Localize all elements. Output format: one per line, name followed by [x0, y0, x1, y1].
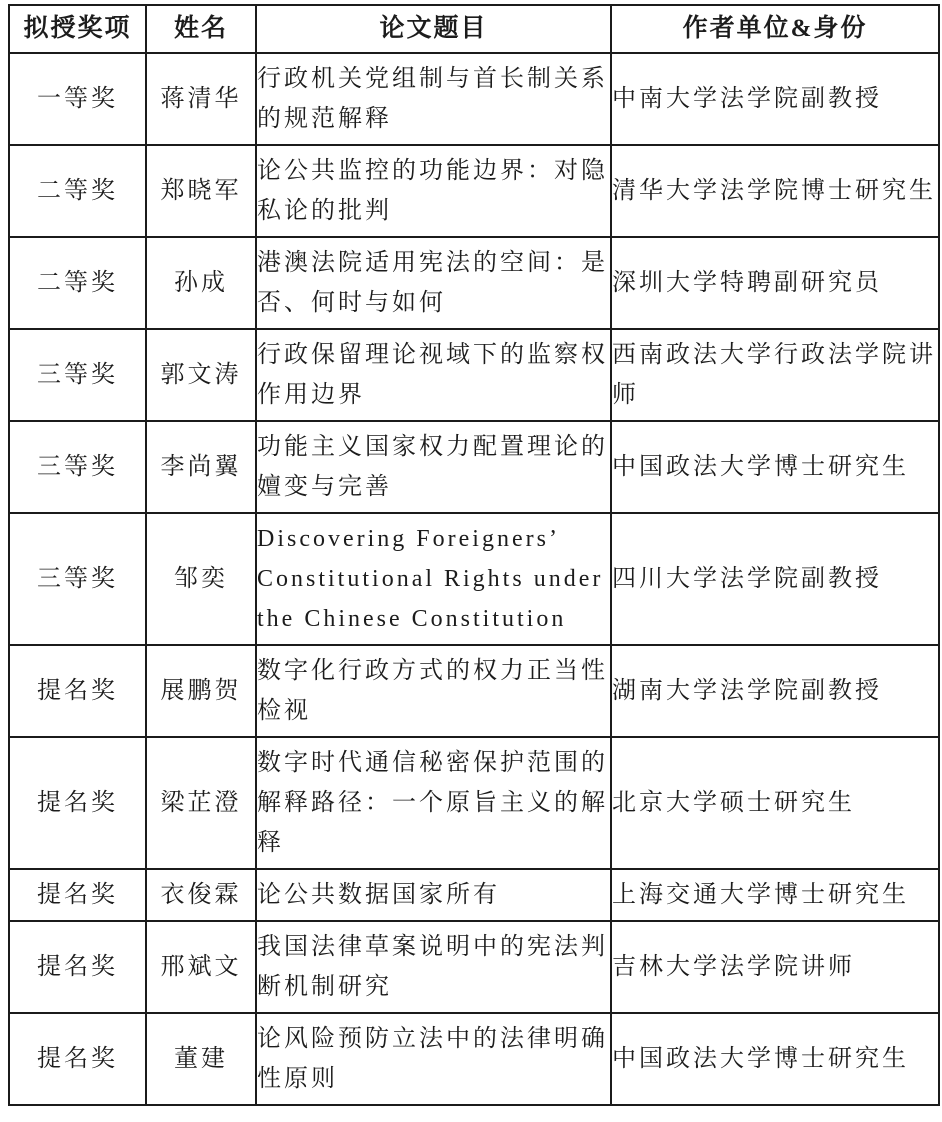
- header-row: [9, 5, 939, 53]
- paper-title-cell: 论风险预防立法中的法律明确性原则: [256, 1013, 611, 1105]
- paper-title-cell: 我国法律草案说明中的宪法判断机制研究: [256, 921, 611, 1013]
- table-row: [9, 53, 939, 145]
- paper-title-cell: 论公共监控的功能边界：对隐私论的批判: [256, 145, 611, 237]
- award-cell: 提名奖: [9, 737, 146, 869]
- name-cell: 董建: [146, 1013, 256, 1105]
- paper-title-cell: 港澳法院适用宪法的空间：是否、何时与如何: [256, 237, 611, 329]
- paper-title-cell: 论公共数据国家所有: [256, 869, 611, 921]
- name-cell: 李尚翼: [146, 421, 256, 513]
- name-cell: 邹奕: [146, 513, 256, 645]
- award-cell: 提名奖: [9, 869, 146, 921]
- name-cell: 孙成: [146, 237, 256, 329]
- name-cell: 郑晓军: [146, 145, 256, 237]
- name-cell: 邢斌文: [146, 921, 256, 1013]
- award-cell: 二等奖: [9, 145, 146, 237]
- award-cell: 三等奖: [9, 329, 146, 421]
- table-row: [9, 645, 939, 737]
- column-header-affiliation: 作者单位&身份: [611, 5, 939, 53]
- column-header-name: 姓名: [146, 5, 256, 53]
- paper-title-cell: 行政保留理论视域下的监察权作用边界: [256, 329, 611, 421]
- paper-title-cell: 行政机关党组制与首长制关系的规范解释: [256, 53, 611, 145]
- name-cell: 展鹏贺: [146, 645, 256, 737]
- paper-title-cell: 数字化行政方式的权力正当性检视: [256, 645, 611, 737]
- affiliation-cell: 西南政法大学行政法学院讲师: [611, 329, 939, 421]
- affiliation-cell: 湖南大学法学院副教授: [611, 645, 939, 737]
- table-row: [9, 921, 939, 1013]
- award-cell: 提名奖: [9, 921, 146, 1013]
- table-row: [9, 421, 939, 513]
- affiliation-cell: 中南大学法学院副教授: [611, 53, 939, 145]
- affiliation-cell: 中国政法大学博士研究生: [611, 1013, 939, 1105]
- affiliation-cell: 北京大学硕士研究生: [611, 737, 939, 869]
- award-cell: 三等奖: [9, 421, 146, 513]
- name-cell: 衣俊霖: [146, 869, 256, 921]
- affiliation-cell: 四川大学法学院副教授: [611, 513, 939, 645]
- affiliation-cell: 中国政法大学博士研究生: [611, 421, 939, 513]
- affiliation-cell: 上海交通大学博士研究生: [611, 869, 939, 921]
- table-row: [9, 1013, 939, 1105]
- paper-title-cell: 功能主义国家权力配置理论的嬗变与完善: [256, 421, 611, 513]
- awards-table: [8, 4, 940, 1106]
- affiliation-cell: 深圳大学特聘副研究员: [611, 237, 939, 329]
- table-row: [9, 329, 939, 421]
- table-row: [9, 237, 939, 329]
- name-cell: 梁芷澄: [146, 737, 256, 869]
- table-row: [9, 513, 939, 645]
- table-row: [9, 869, 939, 921]
- affiliation-cell: 吉林大学法学院讲师: [611, 921, 939, 1013]
- column-header-paper-title: 论文题目: [256, 5, 611, 53]
- award-cell: 一等奖: [9, 53, 146, 145]
- name-cell: 郭文涛: [146, 329, 256, 421]
- column-header-award: 拟授奖项: [9, 5, 146, 53]
- name-cell: 蒋清华: [146, 53, 256, 145]
- award-cell: 三等奖: [9, 513, 146, 645]
- table-row: [9, 737, 939, 869]
- affiliation-cell: 清华大学法学院博士研究生: [611, 145, 939, 237]
- paper-title-cell: 数字时代通信秘密保护范围的解释路径：一个原旨主义的解释: [256, 737, 611, 869]
- award-cell: 提名奖: [9, 645, 146, 737]
- award-cell: 二等奖: [9, 237, 146, 329]
- award-cell: 提名奖: [9, 1013, 146, 1105]
- table-row: [9, 145, 939, 237]
- paper-title-cell: Discovering Foreigners’ Constitutional Rights under the Chinese Constitution: [256, 513, 611, 645]
